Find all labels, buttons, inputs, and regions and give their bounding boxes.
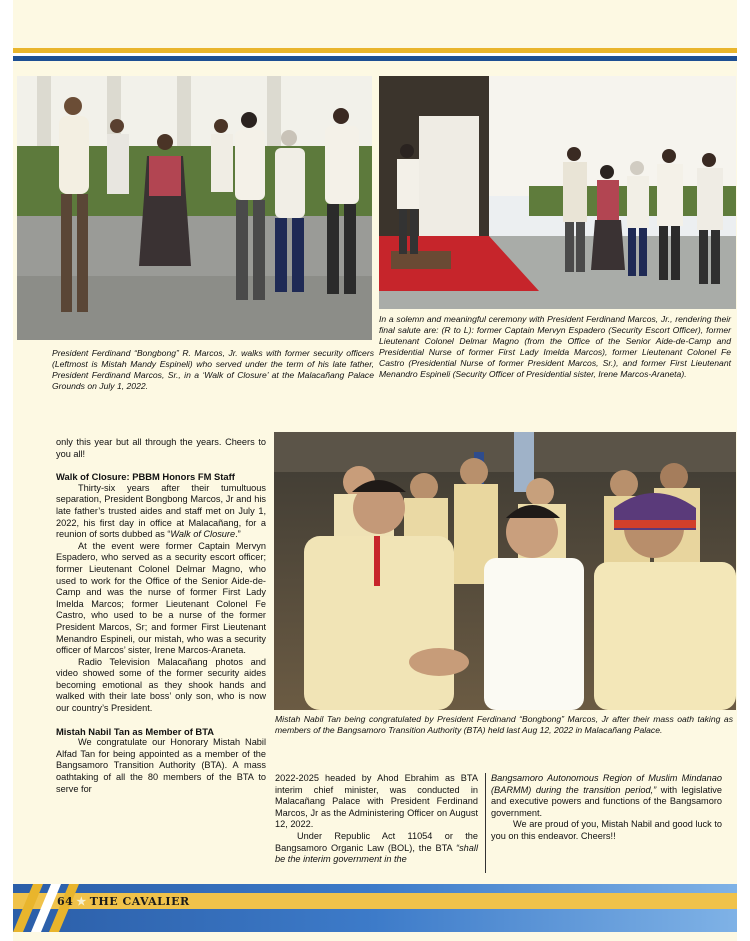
paragraph-bta-2: Under Republic Act 11054 or the Bangsamoro Organic Law (BOL), the BTA “shall be the interim government in the xyxy=(275,830,478,865)
paragraph-closing: We are proud of you, Mistah Nabil and good luck to you on this endeavor. Cheers!! xyxy=(491,819,722,841)
footer-title xyxy=(57,895,190,908)
photo-walk-of-closure xyxy=(17,76,372,340)
paragraph-walk-3: Radio Television Malacañang photos and video showed some of the former security aides becoming emotional as they shook hands and walked with their late boss’ only son, who is now our country’s President. xyxy=(56,656,266,714)
article-intro: only this year but all through the years. Cheers to you all! xyxy=(56,437,266,459)
article-column-3 xyxy=(491,773,722,843)
caption-walk-of-closure: President Ferdinand “Bongbong” R. Marcos, Jr. walks with former security officers (Leftmost is Mistah Mandy Espineli) who served under the term of his late father, President Ferdinand Marcos, Sr., in a ‘Walk of Closure’ at the Malacañang Palace Grounds on July 1, 2022. xyxy=(52,348,374,391)
paragraph-bta-1: 2022-2025 headed by Ahod Ebrahim as BTA interim chief minister, was conducted in Malacañang Palace with President Ferdinand Marcos, Jr as the Administering Officer on August 12, 2022. xyxy=(275,773,478,830)
paragraph-walk-1: Thirty-six years after their tumultuous separation, President Bongbong Marcos, Jr and his late father’s trusted aides and staff met on July 1, 2022, his first day in office at Malacañang, for a reunion of sorts dubbed as “Walk of Closure.” xyxy=(56,482,266,540)
article-column-1 xyxy=(56,437,266,795)
header-stripes xyxy=(13,48,737,64)
caption-bta-oath: Mistah Nabil Tan being congratulated by President Ferdinand “Bongbong” Marcos, Jr after their mass oath taking as members of the Bangsamoro Transition Authority (BTA) held last Aug 12, 2022 in Malacañang Palace. xyxy=(275,714,733,735)
photo-final-salute xyxy=(379,76,736,309)
column-divider xyxy=(485,773,486,873)
heading-nabil-tan: Mistah Nabil Tan as Member of BTA xyxy=(56,725,215,737)
paragraph-walk-2: At the event were former Captain Mervyn Espadero, who served as a security escort officer; former Lieutenant Colonel Delmar Magno, who used to work for the Office of the Senior Aide-de-Camp and was the nurse of former First Lady Imelda Marcos; former Lieutenant Colonel Fe Castro, who used to be a nurse of the former President Marcos, Sr; and former First Lieutenant Menandro Espineli, our mistah, who was a security officer of Marcos’ sister, Irene Marcos-Araneta. xyxy=(56,540,266,656)
heading-walk-of-closure: Walk of Closure: PBBM Honors FM Staff xyxy=(56,471,235,483)
paragraph-barmm: Bangsamoro Autonomous Region of Muslim Mindanao (BARMM) during the transition period,” with legislative and executive powers and functions of the Bangsamoro government. xyxy=(491,773,722,818)
star-icon: ★ xyxy=(76,895,87,908)
page-number: 64 xyxy=(57,895,74,908)
footer-diagonal-stripes xyxy=(13,884,123,932)
paragraph-nabil-1: We congratulate our Honorary Mistah Nabil Alfad Tan for being appointed as a member of the Bangsamoro Transition Authority (BTA). A mass oathtaking of all the 80 members of the BTA to serve for xyxy=(56,737,266,794)
article-column-2 xyxy=(275,773,478,866)
magazine-title: THE CAVALIER xyxy=(89,895,190,908)
photo-bta-oath xyxy=(274,432,736,710)
caption-final-salute: In a solemn and meaningful ceremony with President Ferdinand Marcos, Jr., rendering their final salute are: (R to L): former Captain Mervyn Espadero (Security Escort Officer), former Lieutenant Colonel Delmar Magno (from the Office of the Senior Aide-de-Camp and Presidential Nurse of former First Lady Imelda Marcos), former Lieutenant Colonel Fe Castro (Presidential Nurse of former President Marcos, Sr.), and former First Lieutenant Menandro Espineli (Security Officer of Presidential sister, Irene Marcos-Araneta). xyxy=(379,314,731,379)
